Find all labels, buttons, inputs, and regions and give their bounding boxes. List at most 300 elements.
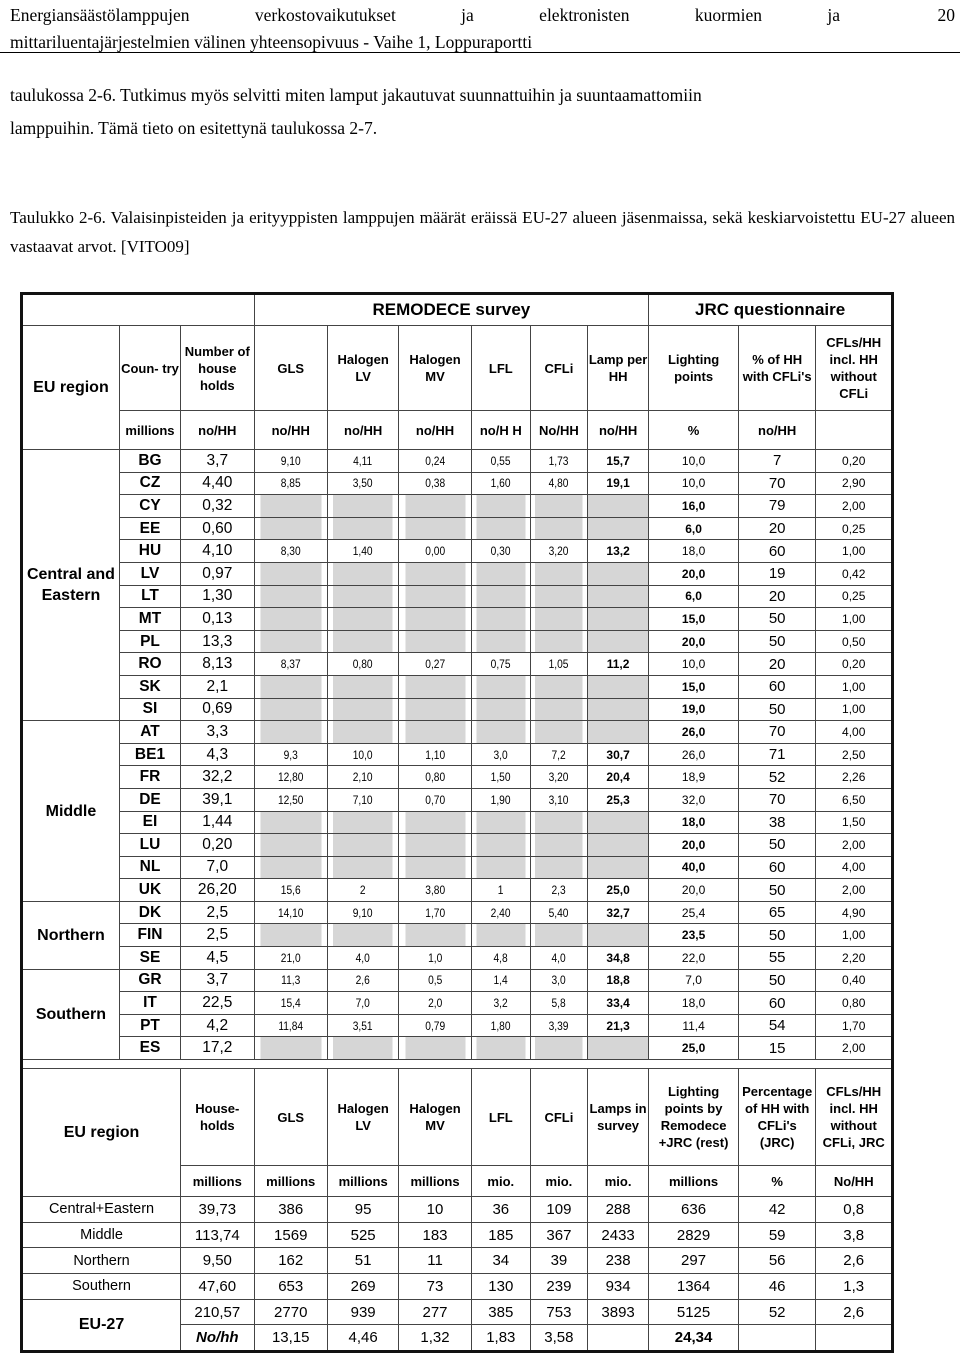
empty-cell: [535, 721, 584, 744]
survey-value: 0,55: [476, 450, 526, 473]
summary-unit-header: millions: [181, 1166, 254, 1197]
summary-value: 130: [471, 1274, 530, 1300]
table-row: [22, 608, 893, 631]
empty-cell: [535, 698, 584, 721]
summary-value: 3,8: [816, 1222, 893, 1248]
summary-value: 46: [738, 1274, 816, 1300]
cfl-percent-value: 60: [738, 675, 816, 698]
table-caption: Taulukko 2-6. Valaisinpisteiden ja erityyppisten lamppujen määrät eräissä EU-27 alueen jäsenmaissa, sekä keskiarvoistettu EU-27 alueen vastaavat arvot. [VITO09]: [10, 208, 955, 256]
lighting-points-value: 15,0: [649, 675, 739, 698]
summary-column-header: Percentage of HH with CFLi's (JRC): [738, 1069, 816, 1166]
empty-cell: [333, 675, 394, 698]
empty-cell: [333, 924, 394, 947]
lighting-points-value: 20,0: [649, 879, 739, 902]
survey-value: 4,80: [535, 472, 584, 495]
survey-value: 7,10: [333, 788, 394, 811]
empty-cell: [587, 721, 648, 744]
header-title-line2: mittariluentajärjestelmien välinen yhteensopivuus - Vaihe 1, Loppuraportti: [10, 32, 533, 52]
table-row: [22, 1274, 893, 1300]
empty-cell: [587, 517, 648, 540]
survey-value: 11,2: [587, 653, 648, 676]
column-header: % of HH with CFLi's: [738, 326, 816, 411]
region-label: Middle: [22, 721, 120, 902]
summary-value: 11: [399, 1248, 471, 1274]
survey-value: 34,8: [587, 947, 648, 970]
summary-unit-header: %: [738, 1166, 816, 1197]
eu27-total-value: 2770: [254, 1299, 327, 1325]
table-row: [22, 788, 893, 811]
summary-value: 183: [399, 1222, 471, 1248]
eu27-per-hh-value: [738, 1325, 816, 1352]
lighting-points-value: 16,0: [649, 495, 739, 518]
cfl-percent-value: 50: [738, 608, 816, 631]
survey-value: 1,70: [404, 901, 466, 924]
summary-value: 934: [587, 1274, 648, 1300]
survey-value: 8,30: [260, 540, 322, 563]
cfl-percent-value: 20: [738, 585, 816, 608]
survey-value: 3,0: [535, 969, 584, 992]
table-row: [22, 992, 893, 1015]
country-code: NL: [119, 856, 180, 879]
summary-value: 109: [530, 1197, 587, 1223]
summary-value: 386: [254, 1197, 327, 1223]
eu27-total-value: 277: [399, 1299, 471, 1325]
lighting-points-value: 20,0: [649, 630, 739, 653]
cfl-per-hh-value: 1,00: [816, 698, 893, 721]
survey-value: 14,10: [260, 901, 322, 924]
survey-value: 5,40: [535, 901, 584, 924]
empty-cell: [535, 562, 584, 585]
table-row: [22, 675, 893, 698]
households-value: 17,2: [181, 1037, 254, 1060]
cfl-per-hh-value: 2,00: [816, 1037, 893, 1060]
cfl-per-hh-value: 1,00: [816, 608, 893, 631]
summary-value: 239: [530, 1274, 587, 1300]
country-code: PL: [119, 630, 180, 653]
eu27-total-value: 939: [327, 1299, 398, 1325]
cfl-percent-value: 54: [738, 1014, 816, 1037]
cfl-percent-value: 50: [738, 698, 816, 721]
summary-value: 636: [649, 1197, 739, 1223]
survey-value: 3,39: [535, 1014, 584, 1037]
empty-cell: [404, 1037, 466, 1060]
empty-cell: [404, 675, 466, 698]
lighting-points-value: 25,4: [649, 901, 739, 924]
lighting-points-value: 11,4: [649, 1014, 739, 1037]
cfl-per-hh-value: 2,50: [816, 743, 893, 766]
column-header: Halogen LV: [327, 326, 398, 411]
table-row: [22, 856, 893, 879]
households-value: 4,40: [181, 472, 254, 495]
summary-value: 47,60: [181, 1274, 254, 1300]
empty-cell: [535, 630, 584, 653]
empty-cell: [476, 562, 526, 585]
cfl-per-hh-value: 2,26: [816, 766, 893, 789]
cfl-percent-value: 71: [738, 743, 816, 766]
survey-value: 1,73: [535, 450, 584, 473]
table-row: [22, 630, 893, 653]
survey-value: 4,8: [476, 947, 526, 970]
survey-value: 11,3: [260, 969, 322, 992]
lighting-points-value: 23,5: [649, 924, 739, 947]
empty-cell: [404, 562, 466, 585]
survey-value: 1,10: [404, 743, 466, 766]
table-row: [22, 1197, 893, 1223]
unit-header: millions: [119, 411, 180, 450]
column-header: CFLi: [530, 326, 587, 411]
cfl-percent-value: 52: [738, 766, 816, 789]
cfl-percent-value: 20: [738, 653, 816, 676]
cfl-per-hh-value: 0,42: [816, 562, 893, 585]
empty-cell: [535, 924, 584, 947]
cfl-per-hh-value: 2,20: [816, 947, 893, 970]
table-row: [22, 653, 893, 676]
summary-value: 10: [399, 1197, 471, 1223]
summary-value: 525: [327, 1222, 398, 1248]
empty-cell: [260, 1037, 322, 1060]
lighting-points-value: 32,0: [649, 788, 739, 811]
survey-value: 1: [476, 879, 526, 902]
page-number: 20: [937, 5, 955, 25]
survey-value: 25,0: [587, 879, 648, 902]
lighting-points-value: 7,0: [649, 969, 739, 992]
summary-unit-header: millions: [254, 1166, 327, 1197]
survey-value: 4,0: [535, 947, 584, 970]
eu27-per-hh-value: 13,15: [254, 1325, 327, 1352]
empty-cell: [535, 1037, 584, 1060]
country-code: FR: [119, 766, 180, 789]
summary-value: 42: [738, 1197, 816, 1223]
cfl-per-hh-value: 1,70: [816, 1014, 893, 1037]
summary-unit-header: mio.: [471, 1166, 530, 1197]
table-row: [22, 811, 893, 834]
empty-cell: [260, 608, 322, 631]
empty-cell: [476, 924, 526, 947]
empty-cell: [260, 924, 322, 947]
table-row: [22, 879, 893, 902]
summary-column-header: CFLs/HH incl. HH without CFLi, JRC: [816, 1069, 893, 1166]
empty-cell: [333, 585, 394, 608]
empty-cell: [476, 811, 526, 834]
households-value: 3,7: [181, 450, 254, 473]
survey-value: 2,6: [333, 969, 394, 992]
summary-region-label: Middle: [22, 1222, 181, 1248]
table-row: [22, 585, 893, 608]
country-code: MT: [119, 608, 180, 631]
summary-column-header: Halogen LV: [327, 1069, 398, 1166]
cfl-percent-value: 50: [738, 924, 816, 947]
empty-cell: [587, 675, 648, 698]
group-header-jrc: JRC questionnaire: [649, 294, 893, 326]
survey-value: 2,3: [535, 879, 584, 902]
survey-value: 0,30: [476, 540, 526, 563]
summary-value: 59: [738, 1222, 816, 1248]
households-value: 4,3: [181, 743, 254, 766]
unit-header: no/HH: [254, 411, 327, 450]
country-code: HU: [119, 540, 180, 563]
country-code: UK: [119, 879, 180, 902]
table-row: [22, 924, 893, 947]
empty-cell: [476, 675, 526, 698]
summary-value: 0,8: [816, 1197, 893, 1223]
summary-value: 238: [587, 1248, 648, 1274]
households-value: 13,3: [181, 630, 254, 653]
survey-value: 0,27: [404, 653, 466, 676]
households-value: 4,10: [181, 540, 254, 563]
lighting-points-value: 10,0: [649, 450, 739, 473]
unit-header: no/HH: [587, 411, 648, 450]
survey-value: 0,79: [404, 1014, 466, 1037]
empty-cell: [535, 811, 584, 834]
survey-value: 3,80: [404, 879, 466, 902]
column-header: GLS: [254, 326, 327, 411]
survey-value: 3,2: [476, 992, 526, 1015]
unit-header: no/HH: [399, 411, 471, 450]
empty-cell: [260, 562, 322, 585]
summary-value: 653: [254, 1274, 327, 1300]
summary-column-header: LFL: [471, 1069, 530, 1166]
summary-value: 1569: [254, 1222, 327, 1248]
table-row: [22, 517, 893, 540]
summary-value: 113,74: [181, 1222, 254, 1248]
survey-value: 15,4: [260, 992, 322, 1015]
column-header: EU region: [22, 326, 120, 450]
table-row: [22, 721, 893, 744]
survey-value: 9,10: [333, 901, 394, 924]
lighting-points-value: 22,0: [649, 947, 739, 970]
empty-cell: [404, 856, 466, 879]
households-value: 1,30: [181, 585, 254, 608]
empty-cell: [587, 834, 648, 857]
survey-value: 2,40: [476, 901, 526, 924]
lighting-points-value: 18,9: [649, 766, 739, 789]
cfl-percent-value: 20: [738, 517, 816, 540]
survey-value: 1,05: [535, 653, 584, 676]
eu27-total-value: 3893: [587, 1299, 648, 1325]
data-table: [20, 292, 894, 1353]
survey-value: 2: [333, 879, 394, 902]
country-code: EI: [119, 811, 180, 834]
cfl-per-hh-value: 1,00: [816, 675, 893, 698]
summary-value: 1,3: [816, 1274, 893, 1300]
survey-value: 8,85: [260, 472, 322, 495]
summary-value: 39: [530, 1248, 587, 1274]
summary-value: 36: [471, 1197, 530, 1223]
summary-value: 2433: [587, 1222, 648, 1248]
country-code: FIN: [119, 924, 180, 947]
header-title-line1: Energiansäästölamppujen verkostovaikutukset ja elektronisten kuormien ja: [10, 5, 840, 25]
survey-value: 3,20: [535, 540, 584, 563]
lighting-points-value: 25,0: [649, 1037, 739, 1060]
table-row: [22, 472, 893, 495]
summary-value: 39,73: [181, 1197, 254, 1223]
survey-value: 19,1: [587, 472, 648, 495]
empty-cell: [260, 811, 322, 834]
eu27-per-hh-value: 4,46: [327, 1325, 398, 1352]
survey-value: 20,4: [587, 766, 648, 789]
table-row: [22, 901, 893, 924]
households-value: 7,0: [181, 856, 254, 879]
survey-value: 12,50: [260, 788, 322, 811]
summary-value: 95: [327, 1197, 398, 1223]
lighting-points-value: 18,0: [649, 811, 739, 834]
survey-value: 13,2: [587, 540, 648, 563]
table-row: [22, 562, 893, 585]
empty-cell: [476, 585, 526, 608]
cfl-per-hh-value: 0,25: [816, 585, 893, 608]
column-header: Lamp per HH: [587, 326, 648, 411]
lighting-points-value: 18,0: [649, 540, 739, 563]
cfl-per-hh-value: 4,90: [816, 901, 893, 924]
households-value: 2,1: [181, 675, 254, 698]
cfl-per-hh-value: 2,90: [816, 472, 893, 495]
empty-cell: [587, 811, 648, 834]
survey-value: 32,7: [587, 901, 648, 924]
eu27-label: EU-27: [22, 1299, 181, 1351]
lighting-points-value: 10,0: [649, 472, 739, 495]
region-label: Central and Eastern: [22, 450, 120, 721]
table-row: [22, 969, 893, 992]
summary-unit-header: millions: [327, 1166, 398, 1197]
summary-region-label: Central+Eastern: [22, 1197, 181, 1223]
survey-value: 2,0: [404, 992, 466, 1015]
eu27-per-hh-value: [816, 1325, 893, 1352]
table-row: [22, 743, 893, 766]
survey-value: 11,84: [260, 1014, 322, 1037]
empty-cell: [476, 608, 526, 631]
empty-cell: [260, 834, 322, 857]
households-value: 32,2: [181, 766, 254, 789]
country-code: DK: [119, 901, 180, 924]
survey-value: 0,80: [333, 653, 394, 676]
empty-cell: [404, 811, 466, 834]
empty-cell: [333, 834, 394, 857]
region-label: Northern: [22, 901, 120, 969]
region-label: Southern: [22, 969, 120, 1059]
country-code: SE: [119, 947, 180, 970]
households-value: 0,97: [181, 562, 254, 585]
lighting-points-value: 20,0: [649, 834, 739, 857]
survey-value: 1,90: [476, 788, 526, 811]
empty-cell: [476, 698, 526, 721]
lighting-points-value: 18,0: [649, 992, 739, 1015]
empty-cell: [333, 495, 394, 518]
table-row: [22, 326, 893, 411]
table-row: [22, 1248, 893, 1274]
country-code: AT: [119, 721, 180, 744]
eu27-per-hh-value: 1,83: [471, 1325, 530, 1352]
cfl-per-hh-value: 0,40: [816, 969, 893, 992]
lighting-points-value: 6,0: [649, 585, 739, 608]
survey-value: 21,0: [260, 947, 322, 970]
empty-cell: [404, 495, 466, 518]
lighting-points-value: 19,0: [649, 698, 739, 721]
cfl-percent-value: 15: [738, 1037, 816, 1060]
empty-cell: [535, 517, 584, 540]
table-row: [22, 1069, 893, 1166]
unit-header: no/HH: [738, 411, 816, 450]
table-row: [22, 947, 893, 970]
empty-cell: [476, 1037, 526, 1060]
empty-cell: [535, 675, 584, 698]
table-row: [22, 834, 893, 857]
empty-cell: [404, 721, 466, 744]
unit-header: no/H H: [471, 411, 530, 450]
empty-cell: [587, 856, 648, 879]
households-value: 3,7: [181, 969, 254, 992]
empty-cell: [333, 698, 394, 721]
cfl-percent-value: 65: [738, 901, 816, 924]
lighting-points-value: 26,0: [649, 743, 739, 766]
summary-value: 162: [254, 1248, 327, 1274]
cfl-percent-value: 7: [738, 450, 816, 473]
country-code: LV: [119, 562, 180, 585]
country-code: LT: [119, 585, 180, 608]
survey-value: 9,10: [260, 450, 322, 473]
empty-cell: [476, 834, 526, 857]
survey-value: 0,70: [404, 788, 466, 811]
survey-value: 4,11: [333, 450, 394, 473]
survey-value: 0,24: [404, 450, 466, 473]
cfl-per-hh-value: 0,20: [816, 450, 893, 473]
summary-value: 367: [530, 1222, 587, 1248]
empty-cell: [260, 630, 322, 653]
summary-value: 9,50: [181, 1248, 254, 1274]
empty-cell: [535, 495, 584, 518]
empty-cell: [260, 675, 322, 698]
eu27-per-hh-value: 1,32: [399, 1325, 471, 1352]
summary-value: 51: [327, 1248, 398, 1274]
survey-value: 0,75: [476, 653, 526, 676]
column-header: Halogen MV: [399, 326, 471, 411]
households-value: 1,44: [181, 811, 254, 834]
summary-value: 269: [327, 1274, 398, 1300]
column-header: Lighting points: [649, 326, 739, 411]
households-value: 0,69: [181, 698, 254, 721]
empty-cell: [476, 517, 526, 540]
column-header: CFLs/HH incl. HH without CFLi: [816, 326, 893, 411]
lighting-points-value: 6,0: [649, 517, 739, 540]
cfl-per-hh-value: 1,00: [816, 540, 893, 563]
summary-value: 288: [587, 1197, 648, 1223]
empty-cell: [404, 608, 466, 631]
empty-cell: [476, 721, 526, 744]
unit-header: %: [649, 411, 739, 450]
survey-value: 1,0: [404, 947, 466, 970]
table-row: [22, 450, 893, 473]
cfl-percent-value: 50: [738, 630, 816, 653]
survey-value: 3,10: [535, 788, 584, 811]
column-header: LFL: [471, 326, 530, 411]
households-value: 4,5: [181, 947, 254, 970]
empty-cell: [404, 834, 466, 857]
country-code: ES: [119, 1037, 180, 1060]
survey-value: 8,37: [260, 653, 322, 676]
summary-region-label: Northern: [22, 1248, 181, 1274]
empty-cell: [404, 698, 466, 721]
cfl-per-hh-value: 2,00: [816, 495, 893, 518]
survey-value: 33,4: [587, 992, 648, 1015]
country-code: SI: [119, 698, 180, 721]
empty-cell: [404, 517, 466, 540]
country-code: BE1: [119, 743, 180, 766]
survey-value: 18,8: [587, 969, 648, 992]
summary-value: 56: [738, 1248, 816, 1274]
summary-unit-header: No/HH: [816, 1166, 893, 1197]
cfl-per-hh-value: 1,00: [816, 924, 893, 947]
survey-value: 7,0: [333, 992, 394, 1015]
cfl-percent-value: 70: [738, 788, 816, 811]
